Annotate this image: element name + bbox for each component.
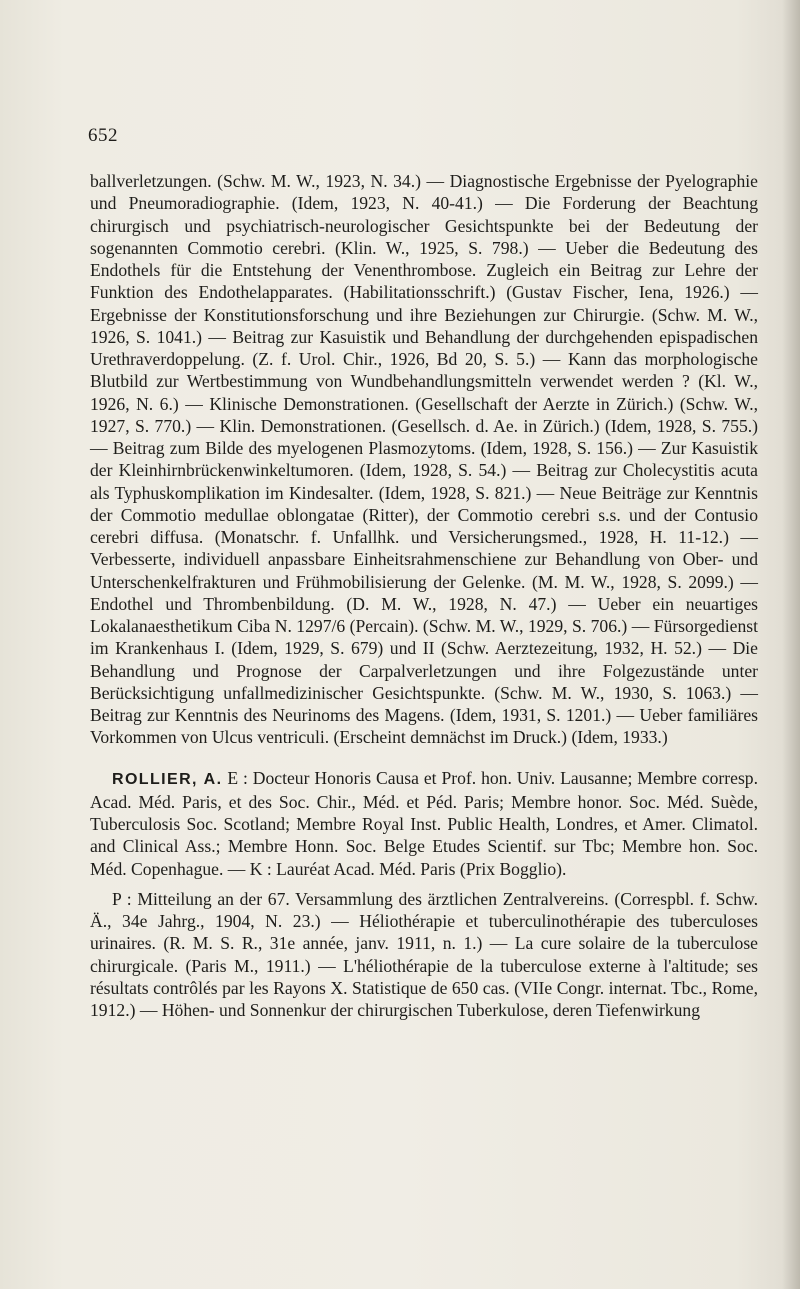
continued-entry-paragraph: ballverletzungen. (Schw. M. W., 1923, N. 34.) — Diagnostische Ergebnisse der Pyelographie und Pneumoradiographie. (Idem, 1923, N. 40-41.) — Die Forderung der Beachtung chirurgisch und psychiatrisch-neurologischer Gesichtspunkte bei der Bedeutung der sogenannten Commotio cerebri. (Klin. W., 1925, S. 798.) — Ueber die Bedeutung des Endothels für die Entstehung der Venenthrombose. Zugleich ein Beitrag zur Lehre der Funktion des Endothelapparates. (Habilitationsschrift.) (Gustav Fischer, Iena, 1926.) — Ergebnisse der Konstitutionsforschung und ihre Beziehungen zur Chirurgie. (Schw. M. W., 1926, S. 1041.) — Beitrag zur Kasuistik und Behandlung der durchgehenden epispadischen Urethraverdoppelung. (Z. f. Urol. Chir., 1926, Bd 20, S. 5.) — Kann das morphologische Blutbild zur Wertbestimmung von Wundbehandlungsmitteln verwendet werden ? (Kl. W., 1926, N. 6.) — Klinische Demonstrationen. (Gesellschaft der Aerzte in Zürich.) (Schw. W., 1927, S. 770.) — Klin. Demonstrationen. (Gesellsch. d. Ae. in Zürich.) (Idem, 1928, S. 755.) — Beitrag zum Bilde des myelogenen Plasmozytoms. (Idem, 1928, S. 156.) — Zur Kasuistik der Kleinhirnbrückenwinkeltumoren. (Idem, 1928, S. 54.) — Beitrag zur Cholecystitis acuta als Typhuskomplikation im Kindesalter. (Idem, 1928, S. 821.) — Neue Beiträge zur Kenntnis der Commotio medullae oblongatae (Ritter), der Commotio cerebri s.s. und der Contusio cerebri diffusa. (Monatschr. f. Unfallhk. und Versicherungsmed., 1928, H. 11-12.) — Verbesserte, individuell anpassbare Einheitsrahmenschiene zur Behandlung von Ober- und Unterschenkelfrakturen und Frühmobilisierung der Gelenke. (M. M. W., 1928, S. 2099.) — Endothel und Thrombenbildung. (D. M. W., 1928, N. 47.) — Ueber ein neuartiges Lokalanaesthetikum Ciba N. 1297/6 (Percain). (Schw. M. W., 1929, S. 706.) — Fürsorgedienst im Krankenhaus I. (Idem, 1929, S. 679) und II (Schw. Aerztezeitung, 1932, H. 52.) — Die Behandlung und Prognose der Carpalverletzungen und ihre Folgezustände unter Berücksichtigung unfallmedizinischer Gesichtspunkte. (Schw. M. W., 1930, S. 1063.) — Beitrag zur Kenntnis des Neurinoms des Magens. (Idem, 1931, S. 1201.) — Ueber familiäres Vorkommen von Ulcus ventriculi. (Erscheint demnächst im Druck.) (Idem, 1933.): [90, 171, 758, 748]
page-number: 652: [88, 125, 118, 146]
entry-separator: [90, 749, 758, 767]
page-edge-shadow: [782, 0, 800, 1289]
body-text: [90, 170, 758, 1021]
publications-paragraph: P : Mitteilung an der 67. Versammlung des ärztlichen Zentralvereins. (Correspbl. f. Schw. Ä., 34e Jahrg., 1904, N. 23.) — Héliothérapie et tuberculinothérapie des tuberculoses urinaires. (R. M. S. R., 31e année, janv. 1911, n. 1.) — La cure solaire de la tuberculose chirurgicale. (Paris M., 1911.) — L'héliothérapie de la tuberculose externe à l'altitude; ses résultats contrôlés par les Rayons X. Statistique de 650 cas. (VIIe Congr. internat. Tbc., Rome, 1912.) — Höhen- und Sonnenkur der chirurgischen Tuberkulose, deren Tiefenwirkung: [90, 888, 758, 1020]
entry-name: ROLLIER, A.: [112, 770, 223, 788]
rollier-entry-paragraph: [90, 767, 758, 880]
entry-career-text: E : Docteur Honoris Causa et Prof. hon. Univ. Lausanne; Membre corresp. Acad. Méd. Paris, et des Soc. Chir., Méd. et Péd. Paris; Membre honor. Soc. Méd. Suède, Tuberculosis Soc. Scotland; Membre Royal Inst. Public Health, Londres, et Amer. Climatol. and Clinical Ass.; Membre Honn. Soc. Belge Etudes Scientif. sur Tbc; Membre hon. Soc. Méd. Copenhague. — K : Lauréat Acad. Méd. Paris (Prix Bogglio).: [90, 767, 758, 879]
